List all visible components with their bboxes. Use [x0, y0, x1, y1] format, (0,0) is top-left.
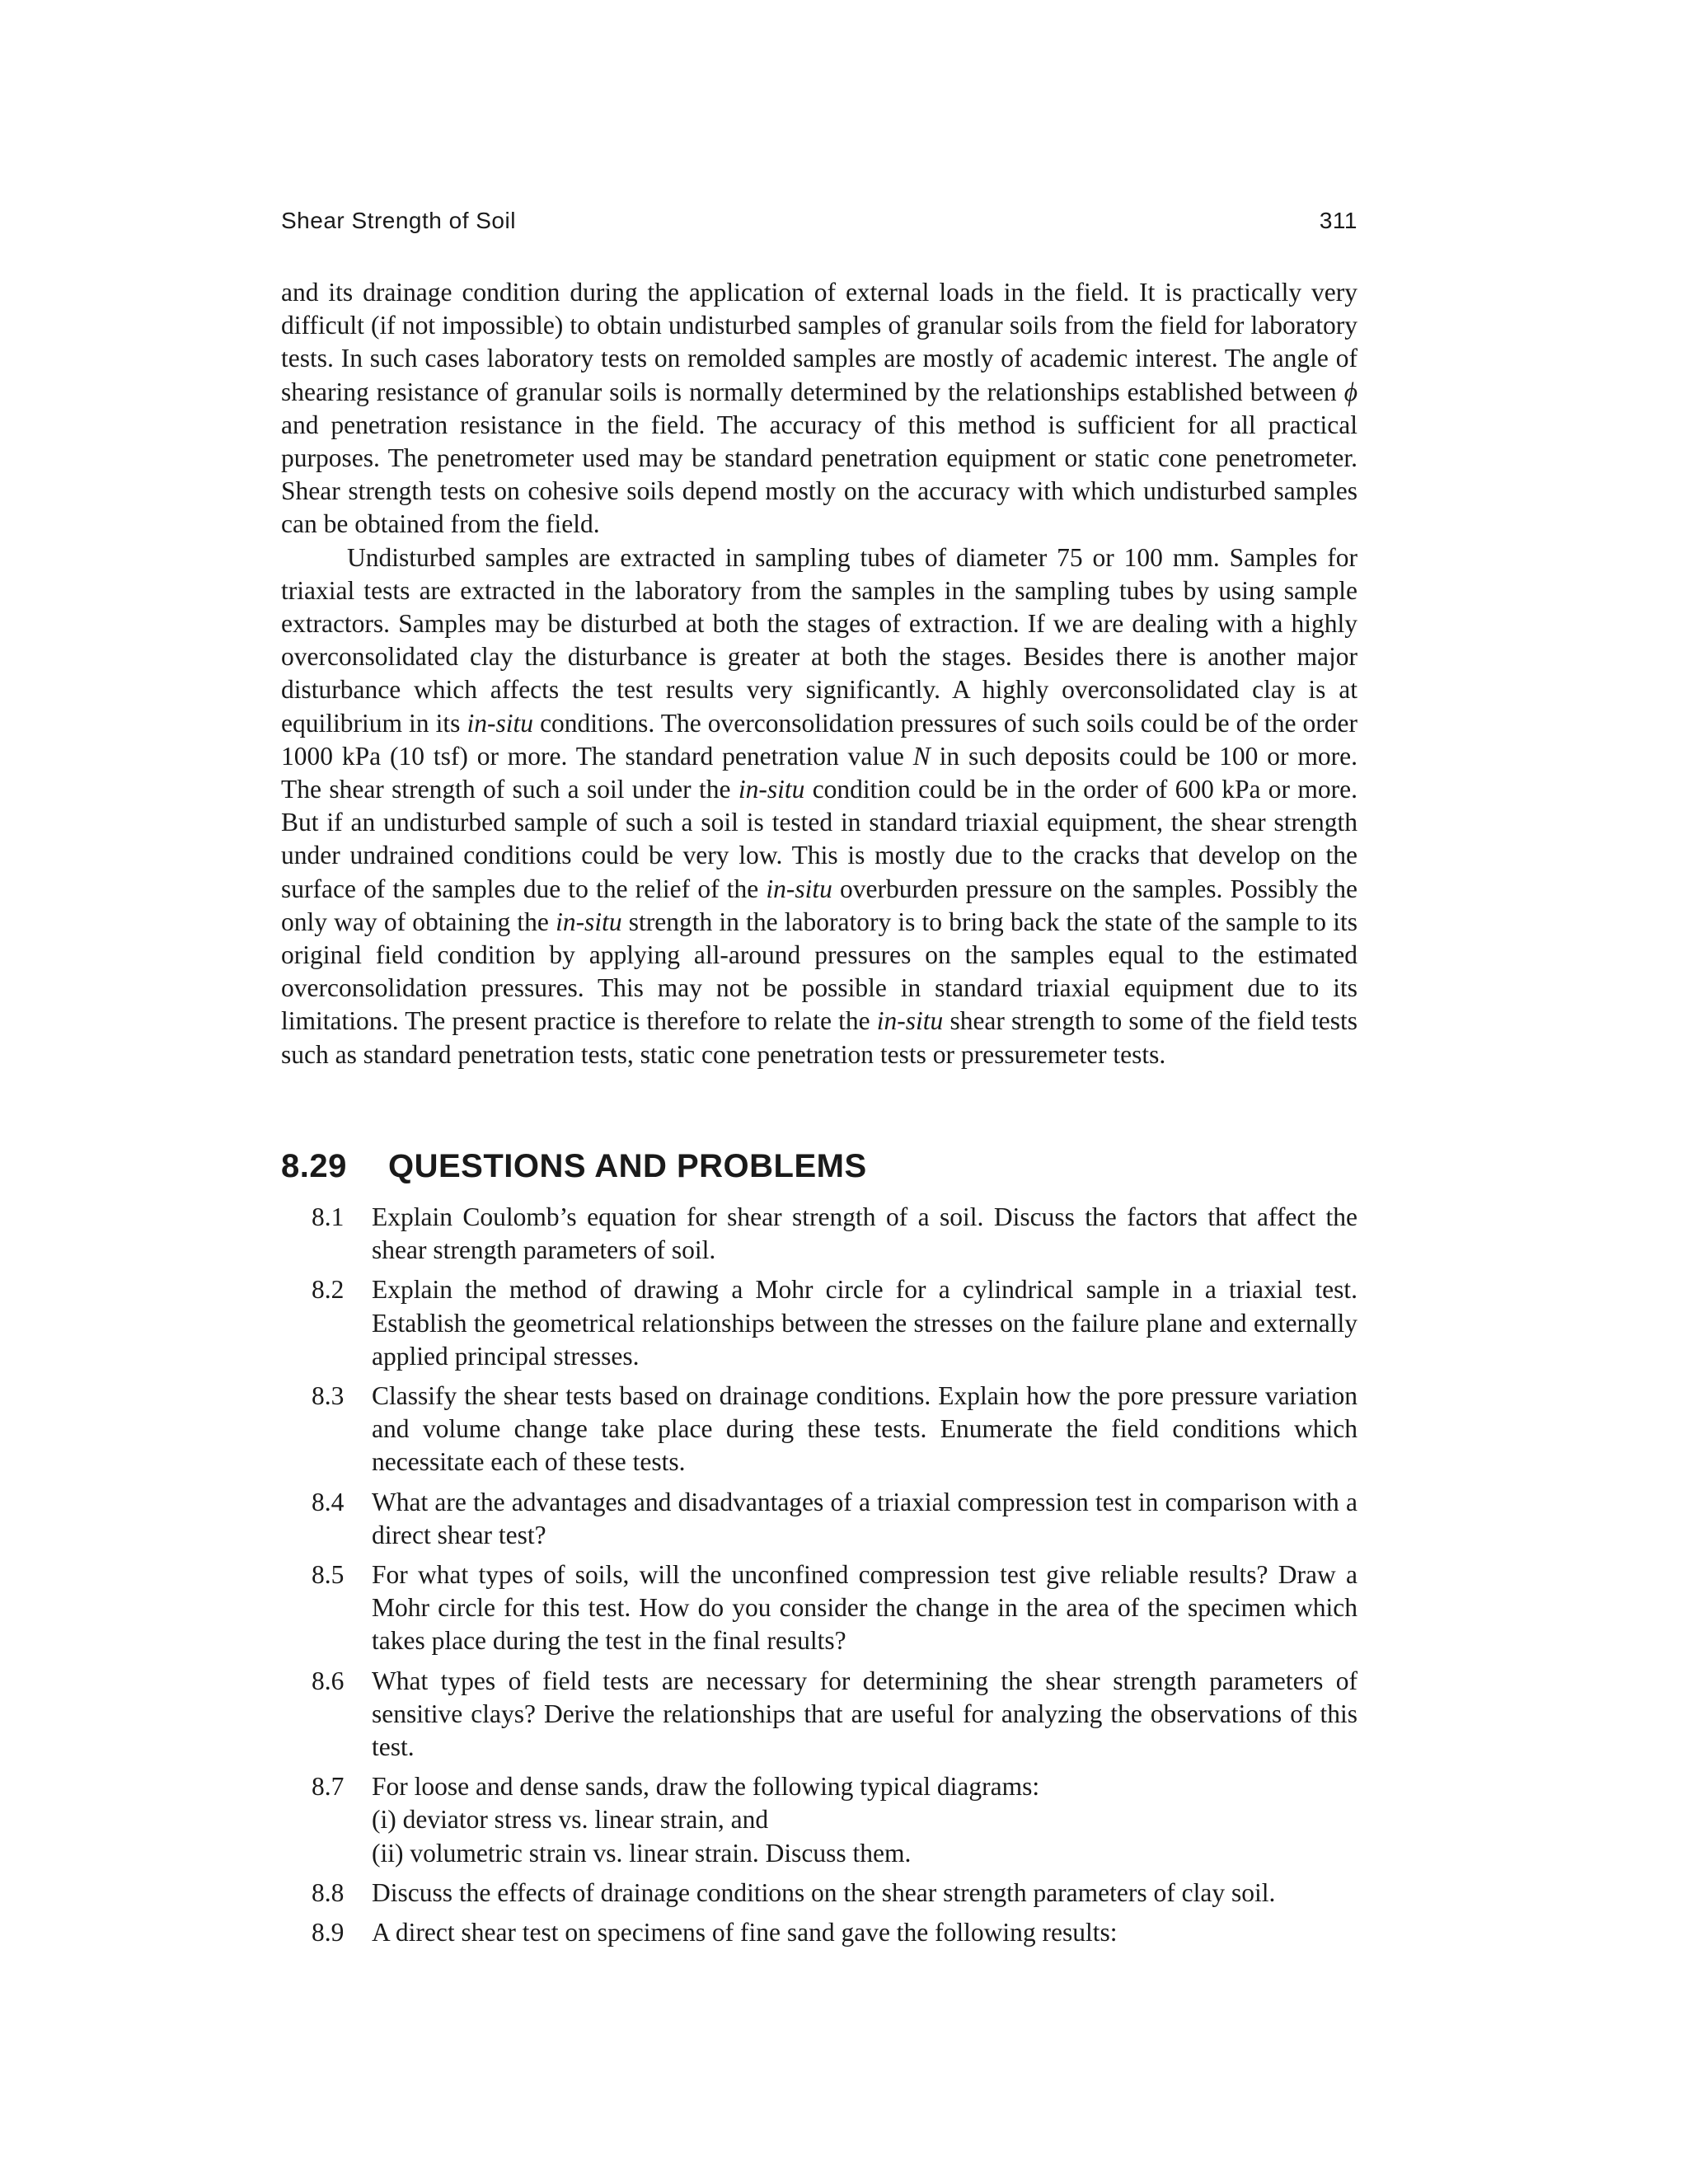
section-heading: [281, 1148, 1357, 1185]
question-item: [312, 1201, 1357, 1267]
question-number: 8.9: [312, 1918, 345, 1947]
chapter-title: Shear Strength of Soil: [281, 208, 516, 233]
question-text: Explain Coulomb’s equation for shear strength of a soil. Discuss the factors that affect the shear strength parameters of soil.: [372, 1202, 1357, 1265]
text-run: Undisturbed samples are extracted in sampling tubes of diameter 75 or 100 mm. Samples for triaxial tests are extracted in the laboratory from the samples in the sampling tubes by using sample extractors. Samples may be disturbed at both the stages of extraction. If we are dealing with a highly overconsolidated clay the disturbance is greater at both the stages. Besides there is another major disturbance which affects the test results very significantly. A highly overconsolidated clay is at equilibrium in its: [281, 542, 1357, 738]
question-text: A direct shear test on specimens of fine sand gave the following results:: [372, 1918, 1118, 1947]
page-number: 311: [1319, 208, 1357, 233]
question-text: Discuss the effects of drainage conditions on the shear strength parameters of clay soil.: [372, 1877, 1276, 1907]
text-run: and its drainage condition during the application of external loads in the field. It is practically very difficult (if not impossible) to obtain undisturbed samples of granular soils from the field for laboratory tests. In such cases laboratory tests on remolded samples are mostly of academic interest. The angle of shearing resistance of granular soils is normally determined by the relationships established between: [281, 278, 1357, 406]
question-text: Classify the shear tests based on drainage conditions. Explain how the pore pressure variation and volume change take place during these tests. Enumerate the field conditions which necessitate each of these tests.: [372, 1381, 1357, 1477]
text-run: conditions. The overconsolidation pressures of such soils could be of the order 1000 kPa (10 tsf) or more. The standard penetration value: [281, 708, 1357, 771]
question-number: 8.4: [312, 1487, 345, 1516]
question-subitem: (ii) volumetric strain vs. linear strain. Discuss them.: [372, 1838, 912, 1868]
question-number: 8.5: [312, 1560, 345, 1590]
question-list: [312, 1201, 1357, 1956]
text-run: in such deposits could be 100 or more. The shear strength of such a soil under the: [281, 741, 1357, 804]
question-item: [312, 1665, 1357, 1765]
text-run: condition could be in the order of 600 kPa or more. But if an undisturbed sample of such a soil is tested in standard triaxial equipment, the shear strength under undrained conditions could be very low. This is mostly due to the cracks that develop on the surface of the samples due to the relief of the: [281, 775, 1358, 903]
italic-term: in-situ: [467, 708, 533, 738]
question-item: [312, 1380, 1357, 1479]
question-number: 8.2: [312, 1275, 345, 1305]
question-item: [312, 1770, 1357, 1870]
question-number: 8.3: [312, 1381, 345, 1411]
question-number: 8.6: [312, 1666, 345, 1695]
italic-term: in-situ: [876, 1006, 944, 1036]
question-number: 8.7: [312, 1772, 345, 1802]
running-head: [281, 208, 1357, 241]
question-subitem: (i) deviator stress vs. linear strain, and: [372, 1805, 769, 1835]
italic-term: in-situ: [766, 874, 832, 903]
text-run: and penetration resistance in the field. The accuracy of this method is sufficient for all practical purposes. The penetrometer used may be standard penetration equipment or static cone penetrometer. Shear strength tests on cohesive soils depend mostly on the accuracy with which undisturbed samples can be obtained from the field.: [281, 410, 1357, 539]
text-run: shear strength to some of the field tests such as standard penetration tests, static cone penetration tests or pressuremeter tests.: [281, 1006, 1357, 1069]
question-number: 8.1: [312, 1202, 345, 1231]
phi-symbol: ϕ: [1343, 377, 1357, 406]
question-text: What types of field tests are necessary for determining the shear strength parameters of sensitive clays? Derive the relationships that are useful for analyzing the observations of this test.: [372, 1666, 1357, 1762]
text-run: overburden pressure on the samples. Possibly the only way of obtaining the: [281, 874, 1357, 936]
italic-term: in-situ: [738, 775, 805, 804]
body-text: [281, 276, 1357, 1071]
question-text: For loose and dense sands, draw the following typical diagrams:: [372, 1772, 1040, 1802]
section-number: 8.29: [281, 1148, 347, 1184]
question-text: Explain the method of drawing a Mohr circle for a cylindrical sample in a triaxial test. Establish the geometrical relationships between the stresses on the failure plane and externally applied principal stresses.: [372, 1275, 1357, 1371]
question-item: [312, 1558, 1357, 1658]
section-title: QUESTIONS AND PROBLEMS: [388, 1148, 867, 1184]
italic-term: in-situ: [556, 907, 622, 936]
question-item: [312, 1486, 1357, 1552]
question-number: 8.8: [312, 1877, 345, 1907]
question-item: [312, 1877, 1357, 1910]
paragraph: [281, 276, 1357, 541]
italic-symbol: N: [912, 741, 931, 771]
question-item: [312, 1273, 1357, 1373]
text-run: strength in the laboratory is to bring back the state of the sample to its original field condition by applying all-around pressures on the samples equal to the estimated overconsolidation pressures. This may not be possible in standard triaxial equipment due to its limitations. The present practice is therefore to relate the: [281, 907, 1357, 1036]
question-item: [312, 1916, 1357, 1949]
paragraph: [281, 541, 1357, 1071]
question-text: For what types of soils, will the unconfined compression test give reliable results? Draw a Mohr circle for this test. How do you consider the change in the area of the specimen which takes place during the test in the final results?: [372, 1560, 1357, 1656]
question-text: What are the advantages and disadvantages of a triaxial compression test in comparison with a direct shear test?: [372, 1487, 1357, 1549]
